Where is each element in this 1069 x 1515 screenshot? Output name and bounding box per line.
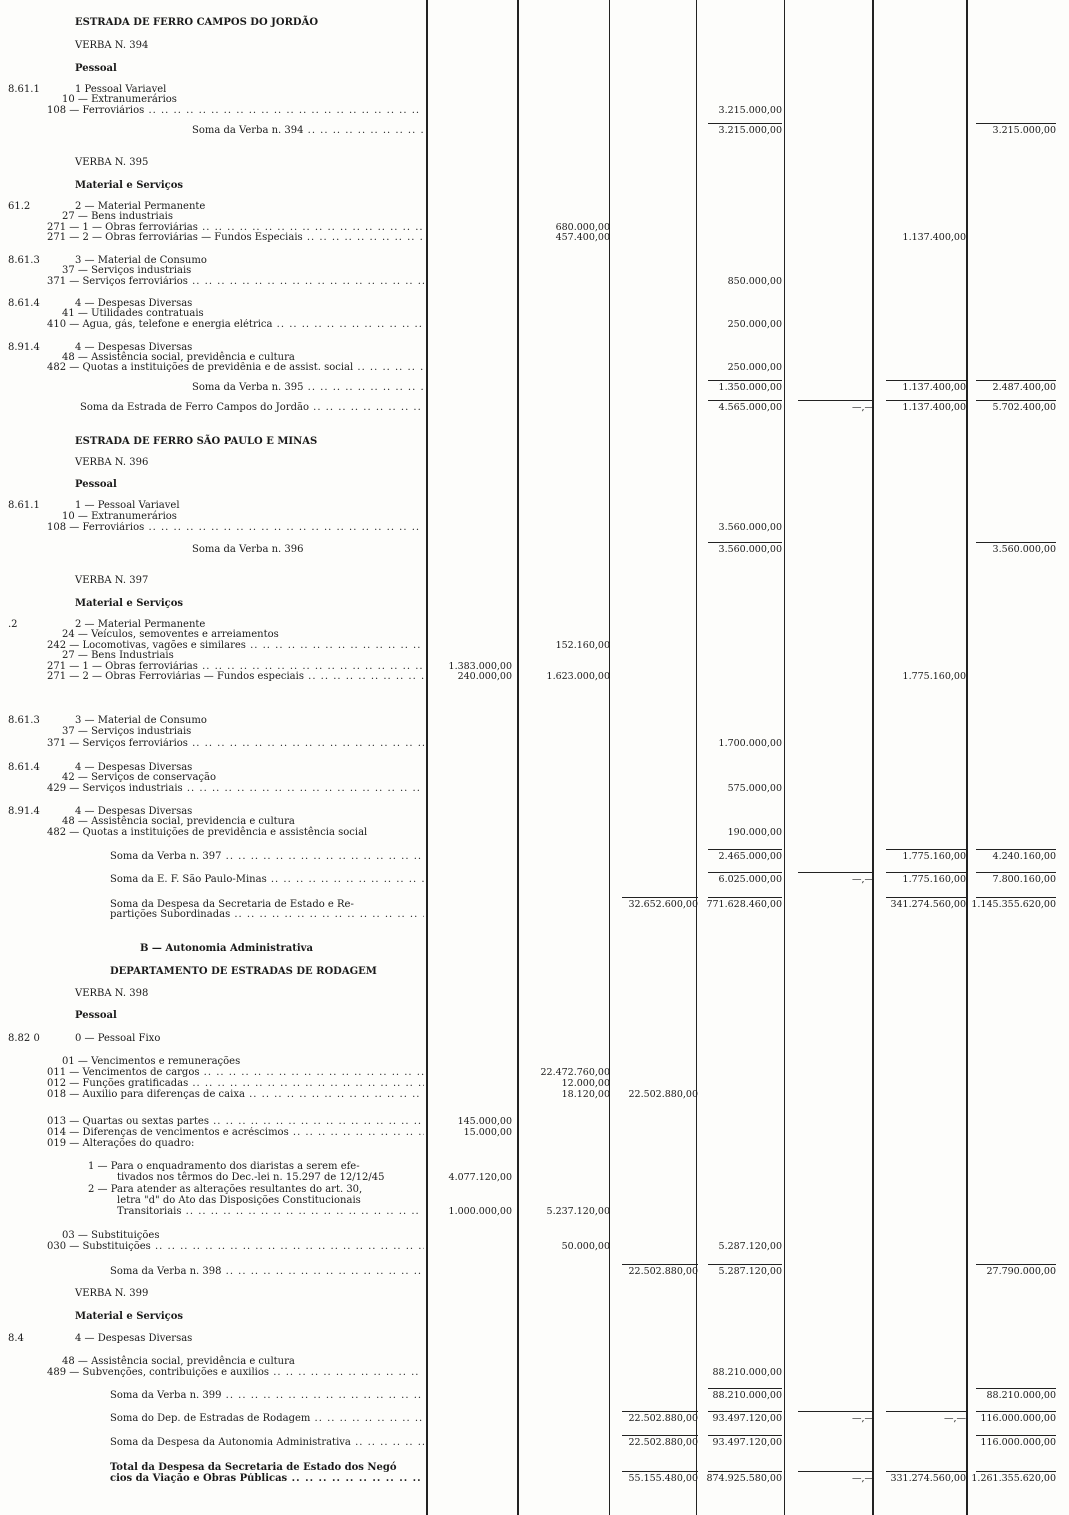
table-row [0, 1437, 1069, 1449]
total-rule [976, 123, 1056, 124]
total-rule [886, 1411, 966, 1412]
amount-v7: 27.790.000,00 [986, 1266, 1056, 1277]
line-description: 482 — Quotas a instituições de previdência e assistência social [47, 827, 368, 838]
table-row [0, 1206, 1069, 1218]
classification-code: 8.61.4 [8, 298, 40, 309]
line-description: tivados nos têrmos do Dec.-lei n. 15.297 de 12/12/45 [117, 1172, 385, 1183]
verba-heading: VERBA N. 398 [75, 988, 149, 999]
amount-v1: 4.077.120,00 [448, 1172, 512, 1183]
total-rule [708, 123, 782, 124]
total-rule [708, 1435, 782, 1436]
amount-v2: 457.400,00 [555, 232, 610, 243]
table-row [0, 1172, 1069, 1184]
amount-v2: 12.000,00 [561, 1078, 610, 1089]
table-row [0, 1033, 1069, 1045]
amount-v3: 55.155.480,00 [628, 1473, 698, 1484]
classification-code: 8.61.3 [8, 715, 40, 726]
line-description: 482 — Quotas a instituições de previdênia e de assist. social .. .. [47, 362, 424, 374]
subtotal-label: Soma da Verba n. 396 [192, 544, 304, 555]
amount-v4: 3.560.000,00 [718, 544, 782, 555]
amount-v4: 850.000,00 [727, 276, 782, 287]
amount-v4: 575.000,00 [727, 783, 782, 794]
section-heading: DEPARTAMENTO DE ESTRADAS DE RODAGEM [110, 966, 377, 977]
subtotal-label: Soma da Verba n. 398 .. .. [110, 1266, 424, 1278]
table-row [0, 1333, 1069, 1345]
amount-v2: 5.237.120,00 [546, 1206, 610, 1217]
amount-v5: —,— [851, 1473, 874, 1484]
amount-v7: 4.240.160,00 [992, 851, 1056, 862]
amount-v4: 874.925.580,00 [706, 1473, 782, 1484]
line-description: 1 — Pessoal Variavel [75, 500, 180, 511]
line-description: 011 — Vencimentos de cargos .. .. [47, 1067, 424, 1079]
section-heading: ESTRADA DE FERRO CAMPOS DO JORDÃO [75, 17, 319, 28]
line-description: Transitoriais .. .. [117, 1206, 424, 1218]
total-rule [708, 1264, 782, 1265]
line-description: 018 — Auxilio para diferenças de caixa .. .. [47, 1089, 424, 1101]
line-description: 3 — Material de Consumo [75, 255, 207, 266]
line-description: Material e Serviços [75, 598, 184, 609]
amount-v4: 250.000,00 [727, 319, 782, 330]
table-row [0, 726, 1069, 738]
subtotal-label: partições Subordinadas .. .. [110, 909, 424, 921]
total-rule [976, 1264, 1056, 1265]
amount-v6: 331.274.560,00 [890, 1473, 966, 1484]
total-rule [708, 1411, 782, 1412]
classification-code: 8.82 0 [8, 1033, 40, 1044]
table-row [0, 17, 1069, 29]
table-row [0, 598, 1069, 610]
amount-v2: 22.472.760,00 [540, 1067, 610, 1078]
line-description: 108 — Ferroviários .. .. [47, 522, 424, 534]
table-row [0, 479, 1069, 491]
amount-v4: 5.287.120,00 [718, 1266, 782, 1277]
line-description: 030 — Substituições .. .. [47, 1241, 424, 1253]
line-description: 4 — Despesas Diversas [75, 1333, 193, 1344]
subtotal-label: Soma da Verba n. 394 .. .. [192, 125, 424, 137]
subtotal-label: Soma da Verba n. 397 .. .. [110, 851, 424, 863]
classification-code: 61.2 [8, 201, 31, 212]
total-rule [976, 1411, 1056, 1412]
table-row [0, 1241, 1069, 1253]
amount-v4: 771.628.460,00 [706, 899, 782, 910]
amount-v1: 15.000,00 [463, 1127, 512, 1138]
line-description: 2 — Para atender as alterações resultantes do art. 30, [88, 1184, 363, 1195]
table-row [0, 1138, 1069, 1150]
verba-heading: VERBA N. 394 [75, 40, 149, 51]
amount-v4: 88.210.000,00 [712, 1367, 782, 1378]
total-rule [976, 849, 1056, 850]
subtotal-label: Soma da Despesa da Autonomia Administrativa .. .. [110, 1437, 424, 1449]
classification-code: 8.91.4 [8, 342, 40, 353]
verba-heading: VERBA N. 399 [75, 1288, 149, 1299]
total-rule [708, 380, 782, 381]
total-rule [886, 849, 966, 850]
table-row [0, 671, 1069, 683]
table-row [0, 382, 1069, 394]
subtotal-label: Soma da E. F. São Paulo-Minas .. .. [110, 874, 424, 886]
table-row [0, 1089, 1069, 1101]
line-description: 4 — Despesas Diversas [75, 806, 193, 817]
amount-v7: 5.702.400,00 [992, 402, 1056, 413]
line-description: B — Autonomia Administrativa [140, 943, 313, 954]
total-rule [708, 897, 782, 898]
total-rule [798, 400, 874, 401]
line-description: 1 — Para o enquadramento dos diaristas a serem efe- [88, 1161, 360, 1172]
amount-v2: 18.120,00 [561, 1089, 610, 1100]
amount-v4: 93.497.120,00 [712, 1437, 782, 1448]
amount-v6: 1.137.400,00 [902, 232, 966, 243]
verba-heading: VERBA N. 397 [75, 575, 149, 586]
line-description: 014 — Diferenças de vencimentos e acréscimos .. .. [47, 1127, 424, 1139]
line-description: 4 — Despesas Diversas [75, 342, 193, 353]
line-description: 48 — Assistência social, previdência e cultura [62, 352, 295, 363]
classification-code: 8.61.4 [8, 762, 40, 773]
line-description: 271 — 1 — Obras ferroviárias .. .. [47, 222, 424, 234]
total-rule [798, 872, 874, 873]
line-description: 271 — 1 — Obras ferroviárias .. .. [47, 661, 424, 673]
line-description: Pessoal [75, 479, 117, 490]
line-description: Material e Serviços [75, 1311, 184, 1322]
amount-v4: 1.700.000,00 [718, 738, 782, 749]
total-rule [976, 400, 1056, 401]
table-row [0, 575, 1069, 587]
amount-v7: 7.800.160,00 [992, 874, 1056, 885]
amount-v6: 1.775.160,00 [902, 874, 966, 885]
amount-v3: 22.502.880,00 [628, 1089, 698, 1100]
line-description: 4 — Despesas Diversas [75, 298, 193, 309]
amount-v2: 50.000,00 [561, 1241, 610, 1252]
table-row [0, 1266, 1069, 1278]
line-description: 4 — Despesas Diversas [75, 762, 193, 773]
table-row [0, 544, 1069, 556]
amount-v7: 1.145.355.620,00 [971, 899, 1056, 910]
amount-v4: 3.215.000,00 [718, 125, 782, 136]
table-row [0, 105, 1069, 117]
line-description: 10 — Extranumerários [62, 94, 177, 105]
line-description: 0 — Pessoal Fixo [75, 1033, 161, 1044]
amount-v1: 1.000.000,00 [448, 1206, 512, 1217]
table-row [0, 988, 1069, 1000]
amount-v6: —,— [943, 1413, 966, 1424]
amount-v3: 32.652.600,00 [628, 899, 698, 910]
line-description: 371 — Serviços ferroviários .. .. [47, 276, 424, 288]
table-row [0, 319, 1069, 331]
table-row [0, 362, 1069, 374]
total-rule [976, 1471, 1056, 1472]
line-description: 01 — Vencimentos e remunerações [62, 1056, 241, 1067]
line-description: 019 — Alterações do quadro: [47, 1138, 195, 1149]
amount-v4: 2.465.000,00 [718, 851, 782, 862]
table-row [0, 457, 1069, 469]
total-rule [976, 897, 1056, 898]
table-row [0, 738, 1069, 750]
total-rule [976, 1388, 1056, 1389]
subtotal-label: Soma da Estrada de Ferro Campos do Jordão .. .. [80, 402, 424, 414]
classification-code: 8.4 [8, 1333, 24, 1344]
total-rule [976, 542, 1056, 543]
total-rule [708, 542, 782, 543]
subtotal-label: Soma da Despesa da Secretaria de Estado e Re- [110, 899, 354, 910]
total-rule [708, 1388, 782, 1389]
classification-code: 8.61.1 [8, 84, 40, 95]
amount-v3: 22.502.880,00 [628, 1266, 698, 1277]
total-rule [798, 1471, 874, 1472]
line-description: letra "d" do Ato das Disposições Constitucionais [117, 1195, 361, 1206]
line-description: 410 — Agua, gás, telefone e energia elétrica .. .. [47, 319, 424, 331]
total-rule [886, 897, 966, 898]
verba-heading: VERBA N. 396 [75, 457, 149, 468]
amount-v7: 88.210.000,00 [986, 1390, 1056, 1401]
line-description: 2 — Material Permanente [75, 201, 206, 212]
classification-code: 8.61.3 [8, 255, 40, 266]
amount-v6: 341.274.560,00 [890, 899, 966, 910]
total-rule [976, 872, 1056, 873]
amount-v5: —,— [851, 402, 874, 413]
table-row [0, 827, 1069, 839]
table-row [0, 40, 1069, 52]
table-row [0, 851, 1069, 863]
table-row [0, 63, 1069, 75]
table-row [0, 1367, 1069, 1379]
amount-v7: 116.000.000,00 [980, 1437, 1056, 1448]
total-rule [886, 1471, 966, 1472]
amount-v2: 152.160,00 [555, 640, 610, 651]
line-description: 42 — Serviços de conservação [62, 772, 216, 783]
amount-v7: 1.261.355.620,00 [971, 1473, 1056, 1484]
subtotal-label: Soma do Dep. de Estradas de Rodagem .. .. [110, 1413, 424, 1425]
line-description: Pessoal [75, 1010, 117, 1021]
classification-code: 8.61.1 [8, 500, 40, 511]
amount-v6: 1.137.400,00 [902, 402, 966, 413]
table-row [0, 125, 1069, 137]
subtotal-label: Soma da Verba n. 395 .. .. [192, 382, 424, 394]
amount-v1: 145.000,00 [457, 1116, 512, 1127]
line-description: 3 — Material de Consumo [75, 715, 207, 726]
amount-v4: 5.287.120,00 [718, 1241, 782, 1252]
table-row [0, 232, 1069, 244]
amount-v4: 4.565.000,00 [718, 402, 782, 413]
line-description: 37 — Serviços industriais [62, 265, 192, 276]
line-description: 271 — 2 — Obras Ferroviárias — Fundos especiais .. .. [47, 671, 424, 683]
amount-v2: 680.000,00 [555, 222, 610, 233]
table-row [0, 180, 1069, 192]
line-description: Pessoal [75, 63, 117, 74]
line-description: 48 — Assistência social, previdencia e cultura [62, 816, 295, 827]
amount-v2: 1.623.000,00 [546, 671, 610, 682]
table-row [0, 909, 1069, 921]
amount-v6: 1.775.160,00 [902, 671, 966, 682]
table-row [0, 1413, 1069, 1425]
line-description: 03 — Substituições [62, 1230, 160, 1241]
amount-v5: —,— [851, 874, 874, 885]
amount-v6: 1.137.400,00 [902, 382, 966, 393]
total-rule [708, 400, 782, 401]
table-row [0, 783, 1069, 795]
line-description: 27 — Bens Industriais [62, 650, 174, 661]
total-rule [886, 380, 966, 381]
line-description: 429 — Serviços industriais .. .. [47, 783, 424, 795]
line-description: 271 — 2 — Obras ferroviárias — Fundos Especiais .. .. [47, 232, 424, 244]
amount-v4: 6.025.000,00 [718, 874, 782, 885]
amount-v5: —,— [851, 1413, 874, 1424]
line-description: 489 — Subvenções, contribuições e auxilios .. .. [47, 1367, 424, 1379]
subtotal-label: cios da Viação e Obras Públicas .. .. [110, 1473, 424, 1485]
table-row [0, 402, 1069, 414]
amount-v4: 3.215.000,00 [718, 105, 782, 116]
table-row [0, 966, 1069, 978]
table-row [0, 1311, 1069, 1323]
amount-v3: 22.502.880,00 [628, 1413, 698, 1424]
table-row [0, 157, 1069, 169]
line-description: 48 — Assistência social, previdência e cultura [62, 1356, 295, 1367]
total-rule [622, 1435, 698, 1436]
amount-v7: 2.487.400,00 [992, 382, 1056, 393]
total-rule [708, 1471, 782, 1472]
classification-code: 8.91.4 [8, 806, 40, 817]
line-description: 24 — Veículos, semoventes e arreiamentos [62, 629, 279, 640]
line-description: 27 — Bens industriais [62, 211, 174, 222]
line-description: 2 — Material Permanente [75, 619, 206, 630]
amount-v4: 3.560.000,00 [718, 522, 782, 533]
table-row [0, 522, 1069, 534]
amount-v4: 1.350.000,00 [718, 382, 782, 393]
table-row [0, 1010, 1069, 1022]
subtotal-label: Total da Despesa da Secretaria de Estado dos Negó [110, 1462, 397, 1473]
line-description: 013 — Quartas ou sextas partes .. .. [47, 1116, 424, 1128]
total-rule [976, 380, 1056, 381]
amount-v4: 88.210.000,00 [712, 1390, 782, 1401]
total-rule [886, 400, 966, 401]
total-rule [798, 1411, 874, 1412]
line-description: 41 — Utilidades contratuais [62, 308, 204, 319]
amount-v7: 3.215.000,00 [992, 125, 1056, 136]
amount-v4: 93.497.120,00 [712, 1413, 782, 1424]
total-rule [622, 1411, 698, 1412]
total-rule [886, 872, 966, 873]
total-rule [622, 1264, 698, 1265]
table-row [0, 943, 1069, 955]
amount-v7: 3.560.000,00 [992, 544, 1056, 555]
amount-v4: 190.000,00 [727, 827, 782, 838]
table-row [0, 436, 1069, 448]
total-rule [622, 1471, 698, 1472]
total-rule [622, 897, 698, 898]
table-row [0, 1288, 1069, 1300]
total-rule [976, 1435, 1056, 1436]
total-rule [708, 849, 782, 850]
table-row [0, 1390, 1069, 1402]
line-description: 108 — Ferroviários .. .. [47, 105, 424, 117]
line-description: 012 — Funções gratificadas .. .. [47, 1078, 424, 1090]
line-description: 242 — Locomotivas, vagões e similares .. .. [47, 640, 424, 652]
total-rule [708, 872, 782, 873]
amount-v6: 1.775.160,00 [902, 851, 966, 862]
table-row [0, 874, 1069, 886]
table-row [0, 276, 1069, 288]
amount-v1: 240.000,00 [457, 671, 512, 682]
line-description: Material e Serviços [75, 180, 184, 191]
amount-v7: 116.000.000,00 [980, 1413, 1056, 1424]
subtotal-label: Soma da Verba n. 399 .. .. [110, 1390, 424, 1402]
verba-heading: VERBA N. 395 [75, 157, 149, 168]
section-heading: ESTRADA DE FERRO SÃO PAULO E MINAS [75, 436, 318, 447]
line-description: 37 — Serviços industriais [62, 726, 192, 737]
line-description: 1 Pessoal Variavel [75, 84, 167, 95]
amount-v1: 1.383.000,00 [448, 661, 512, 672]
amount-v3: 22.502.880,00 [628, 1437, 698, 1448]
line-description: 10 — Extranumerários [62, 511, 177, 522]
table-row [0, 1473, 1069, 1485]
classification-code: .2 [8, 619, 18, 630]
amount-v4: 250.000,00 [727, 362, 782, 373]
line-description: 371 — Serviços ferroviários .. .. [47, 738, 424, 750]
